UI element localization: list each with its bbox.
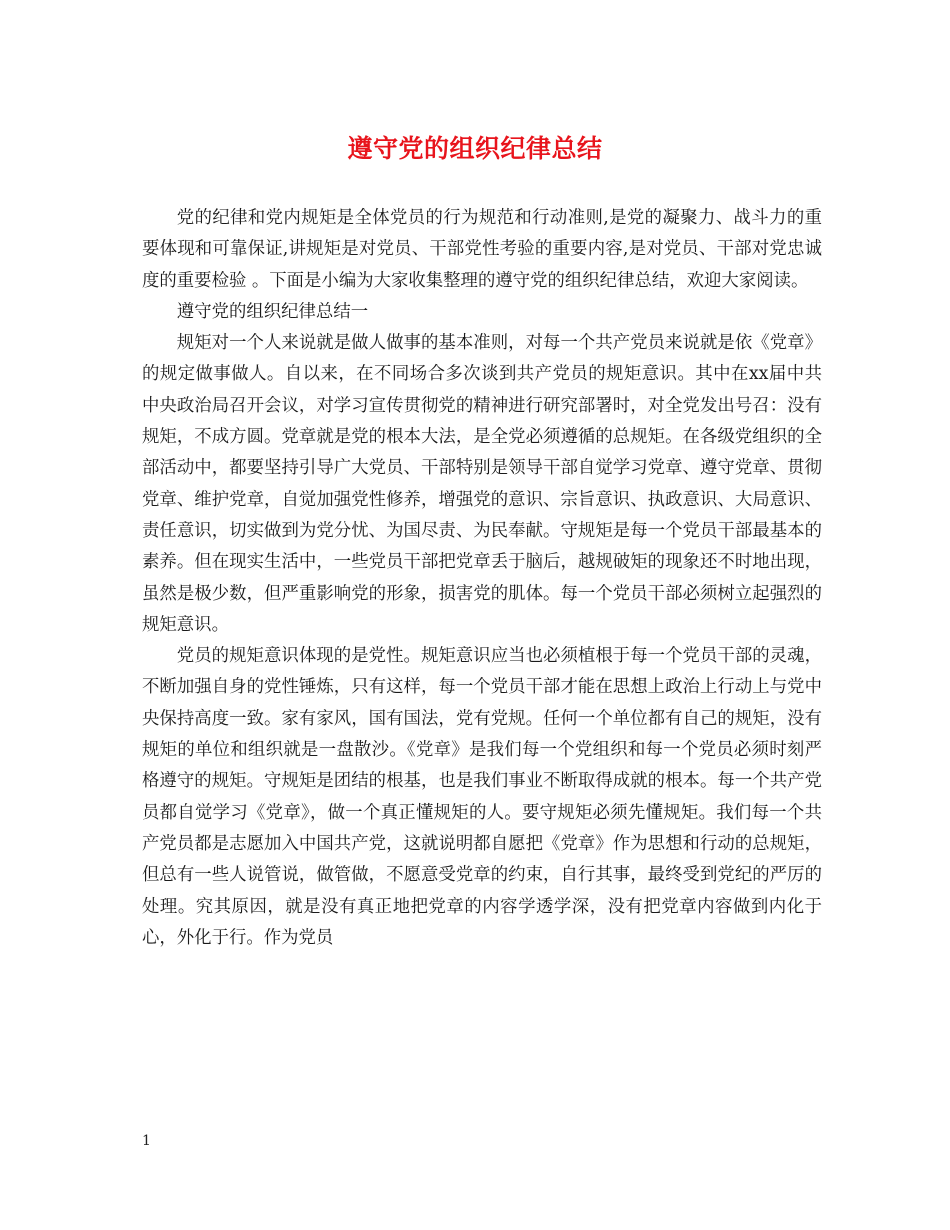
document-title: 遵守党的组织纪律总结: [347, 134, 603, 163]
page-number: 1: [142, 1133, 151, 1149]
intro-paragraph: 党的纪律和党内规矩是全体党员的行为规范和行动准则,是党的凝聚力、战斗力的重要体现和可靠保证,讲规矩是对党员、干部党性考验的重要内容,是对党员、干部对党忠诚度的重要检验 。下面是小编为大家收集整理的遵守党的组织纪律总结，欢迎大家阅读。: [142, 208, 822, 291]
document-body: [142, 203, 822, 954]
body-paragraph: 党员的规矩意识体现的是党性。规矩意识应当也必须植根于每一个党员干部的灵魂，不断加强自身的党性锤炼，只有这样，每一个党员干部才能在思想上政治上行动上与党中央保持高度一致。家有家风，国有国法，党有党规。任何一个单位都有自己的规矩，没有规矩的单位和组织就是一盘散沙。《党章》是我们每一个党组织和每一个党员必须时刻严格遵守的规矩。守规矩是团结的根基，也是我们事业不断取得成就的根本。每一个共产党员都自觉学习《党章》，做一个真正懂规矩的人。要守规矩必须先懂规矩。我们每一个共产党员都是志愿加入中国共产党，这就说明都自愿把《党章》作为思想和行动的总规矩，但总有一些人说管说，做管做，不愿意受党章的约束，自行其事，最终受到党纪的严厉的处理。究其原因，就是没有真正地把党章的内容学透学深，没有把党章内容做到内化于心，外化于行。作为党员: [142, 646, 822, 948]
section-heading: 遵守党的组织纪律总结一: [176, 301, 369, 322]
body-paragraph: 规矩对一个人来说就是做人做事的基本准则，对每一个共产党员来说就是依《党章》的规定做事做人。自以来，在不同场合多次谈到共产党员的规矩意识。其中在xx届中共中央政治局召开会议，对学习宣传贯彻党的精神进行研究部署时，对全党发出号召：没有规矩，不成方圆。党章就是党的根本大法，是全党必须遵循的总规矩。在各级党组织的全部活动中，都要坚持引导广大党员、干部特别是领导干部自觉学习党章、遵守党章、贯彻党章、维护党章，自觉加强党性修养，增强党的意识、宗旨意识、执政意识、大局意识、责任意识，切实做到为党分忧、为国尽责、为民奉献。守规矩是每一个党员干部最基本的素养。但在现实生活中，一些党员干部把党章丢于脑后，越规破矩的现象还不时地出现，虽然是极少数，但严重影响党的形象，损害党的肌体。每一个党员干部必须树立起强烈的规矩意识。: [142, 333, 822, 635]
